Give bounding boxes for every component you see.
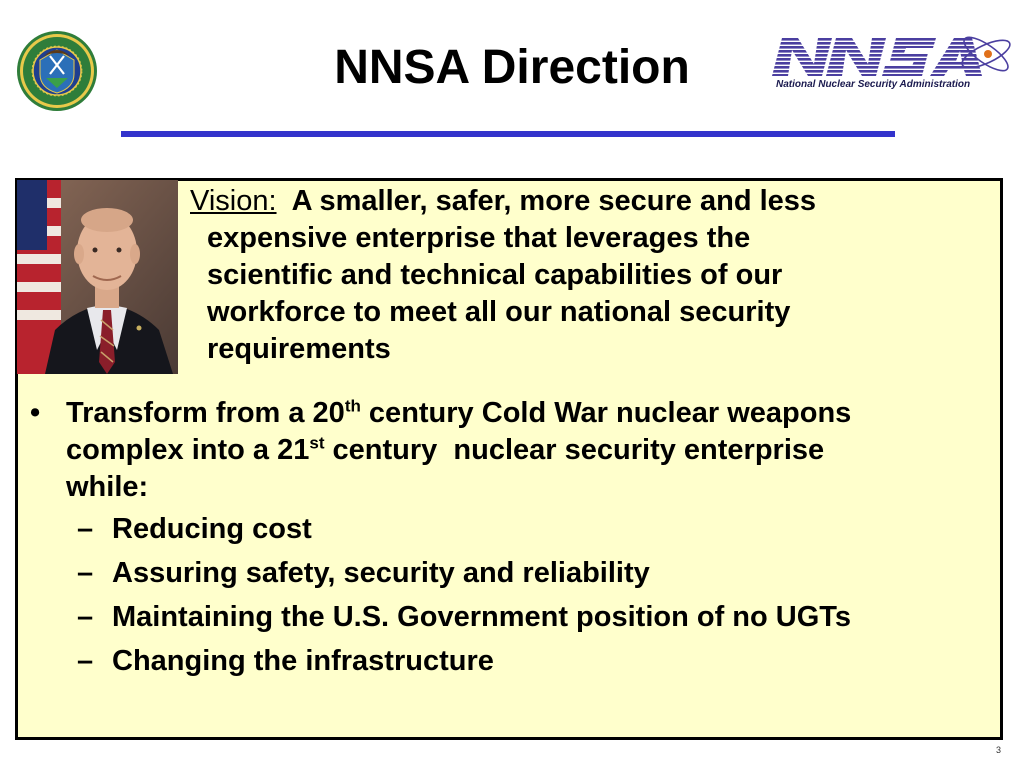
bullet-text-segment: complex into a 21 — [66, 434, 310, 466]
title-underline — [121, 131, 895, 137]
vision-text-line: A smaller, safer, more secure and less — [291, 185, 817, 217]
sub-bullet-item — [30, 511, 1000, 555]
ordinal-superscript: st — [309, 433, 325, 453]
vision-text-line: workforce to meet all our national security — [207, 296, 791, 328]
bullet-text-segment: century Cold War nuclear weapons — [360, 397, 852, 429]
bullet-symbol: • — [30, 397, 41, 429]
dash-symbol: – — [77, 645, 94, 677]
sub-bullet-text: Assuring safety, security and reliability — [112, 557, 650, 589]
bullet-text-segment: while: — [66, 471, 149, 503]
dash-symbol: – — [77, 557, 94, 589]
slide-title: NNSA Direction — [334, 41, 690, 94]
bullet-text-segment: century nuclear security enterprise — [324, 434, 825, 466]
vision-label: Vision: — [190, 185, 277, 217]
sub-bullet-text: Maintaining the U.S. Government position of no UGTs — [112, 601, 851, 633]
vision-text-line: scientific and technical capabilities of our — [207, 259, 783, 291]
page-number: 3 — [996, 745, 1002, 755]
sub-bullet-item — [30, 599, 1000, 643]
vision-statement — [190, 183, 970, 368]
vision-text-line: requirements — [207, 333, 391, 365]
bullet-item — [30, 395, 1000, 506]
sub-bullet-list — [30, 511, 1000, 687]
dash-symbol: – — [77, 601, 94, 633]
sub-bullet-text: Reducing cost — [112, 513, 312, 545]
bullet-text-segment: Transform from a 20 — [66, 397, 345, 429]
dash-symbol: – — [77, 513, 94, 545]
ordinal-superscript: th — [344, 396, 361, 416]
vision-line-1 — [190, 183, 970, 220]
sub-bullet-item — [30, 555, 1000, 599]
sub-bullet-item — [30, 643, 1000, 687]
nnsa-caption: National Nuclear Security Administration — [776, 79, 971, 90]
vision-text-line: expensive enterprise that leverages the — [207, 222, 751, 254]
sub-bullet-text: Changing the infrastructure — [112, 645, 494, 677]
bullet-text — [66, 395, 1000, 506]
bullet-list — [30, 395, 1000, 687]
portrait-photo — [17, 180, 178, 374]
